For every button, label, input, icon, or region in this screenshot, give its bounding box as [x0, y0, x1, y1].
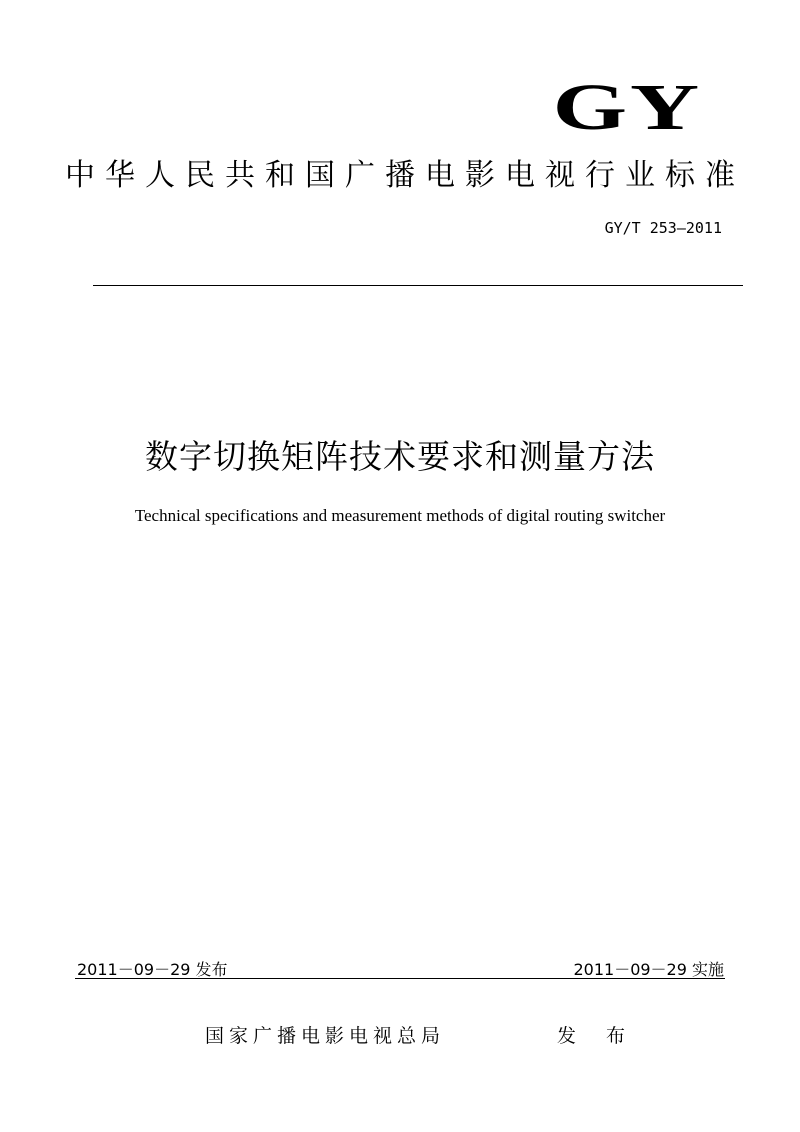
publisher-name: 国家广播电影电视总局 [205, 1025, 446, 1047]
implementation-date: 2011－09－29 实施 [573, 960, 724, 979]
document-title-english: Technical specifications and measurement methods of digital routing switcher [134, 506, 666, 525]
issue-date: 2011－09－29 发布 [77, 960, 228, 979]
standard-code: GY/T 253—2011 [604, 219, 722, 237]
standard-type-heading: 中华人民共和国广播电影电视行业标准 [65, 158, 745, 193]
publish-label: 发 布 [557, 1025, 638, 1047]
document-title-chinese: 数字切换矩阵技术要求和测量方法 [145, 437, 655, 476]
gy-logo: GY [552, 71, 702, 144]
header-divider [93, 285, 743, 286]
footer-divider [75, 978, 725, 979]
